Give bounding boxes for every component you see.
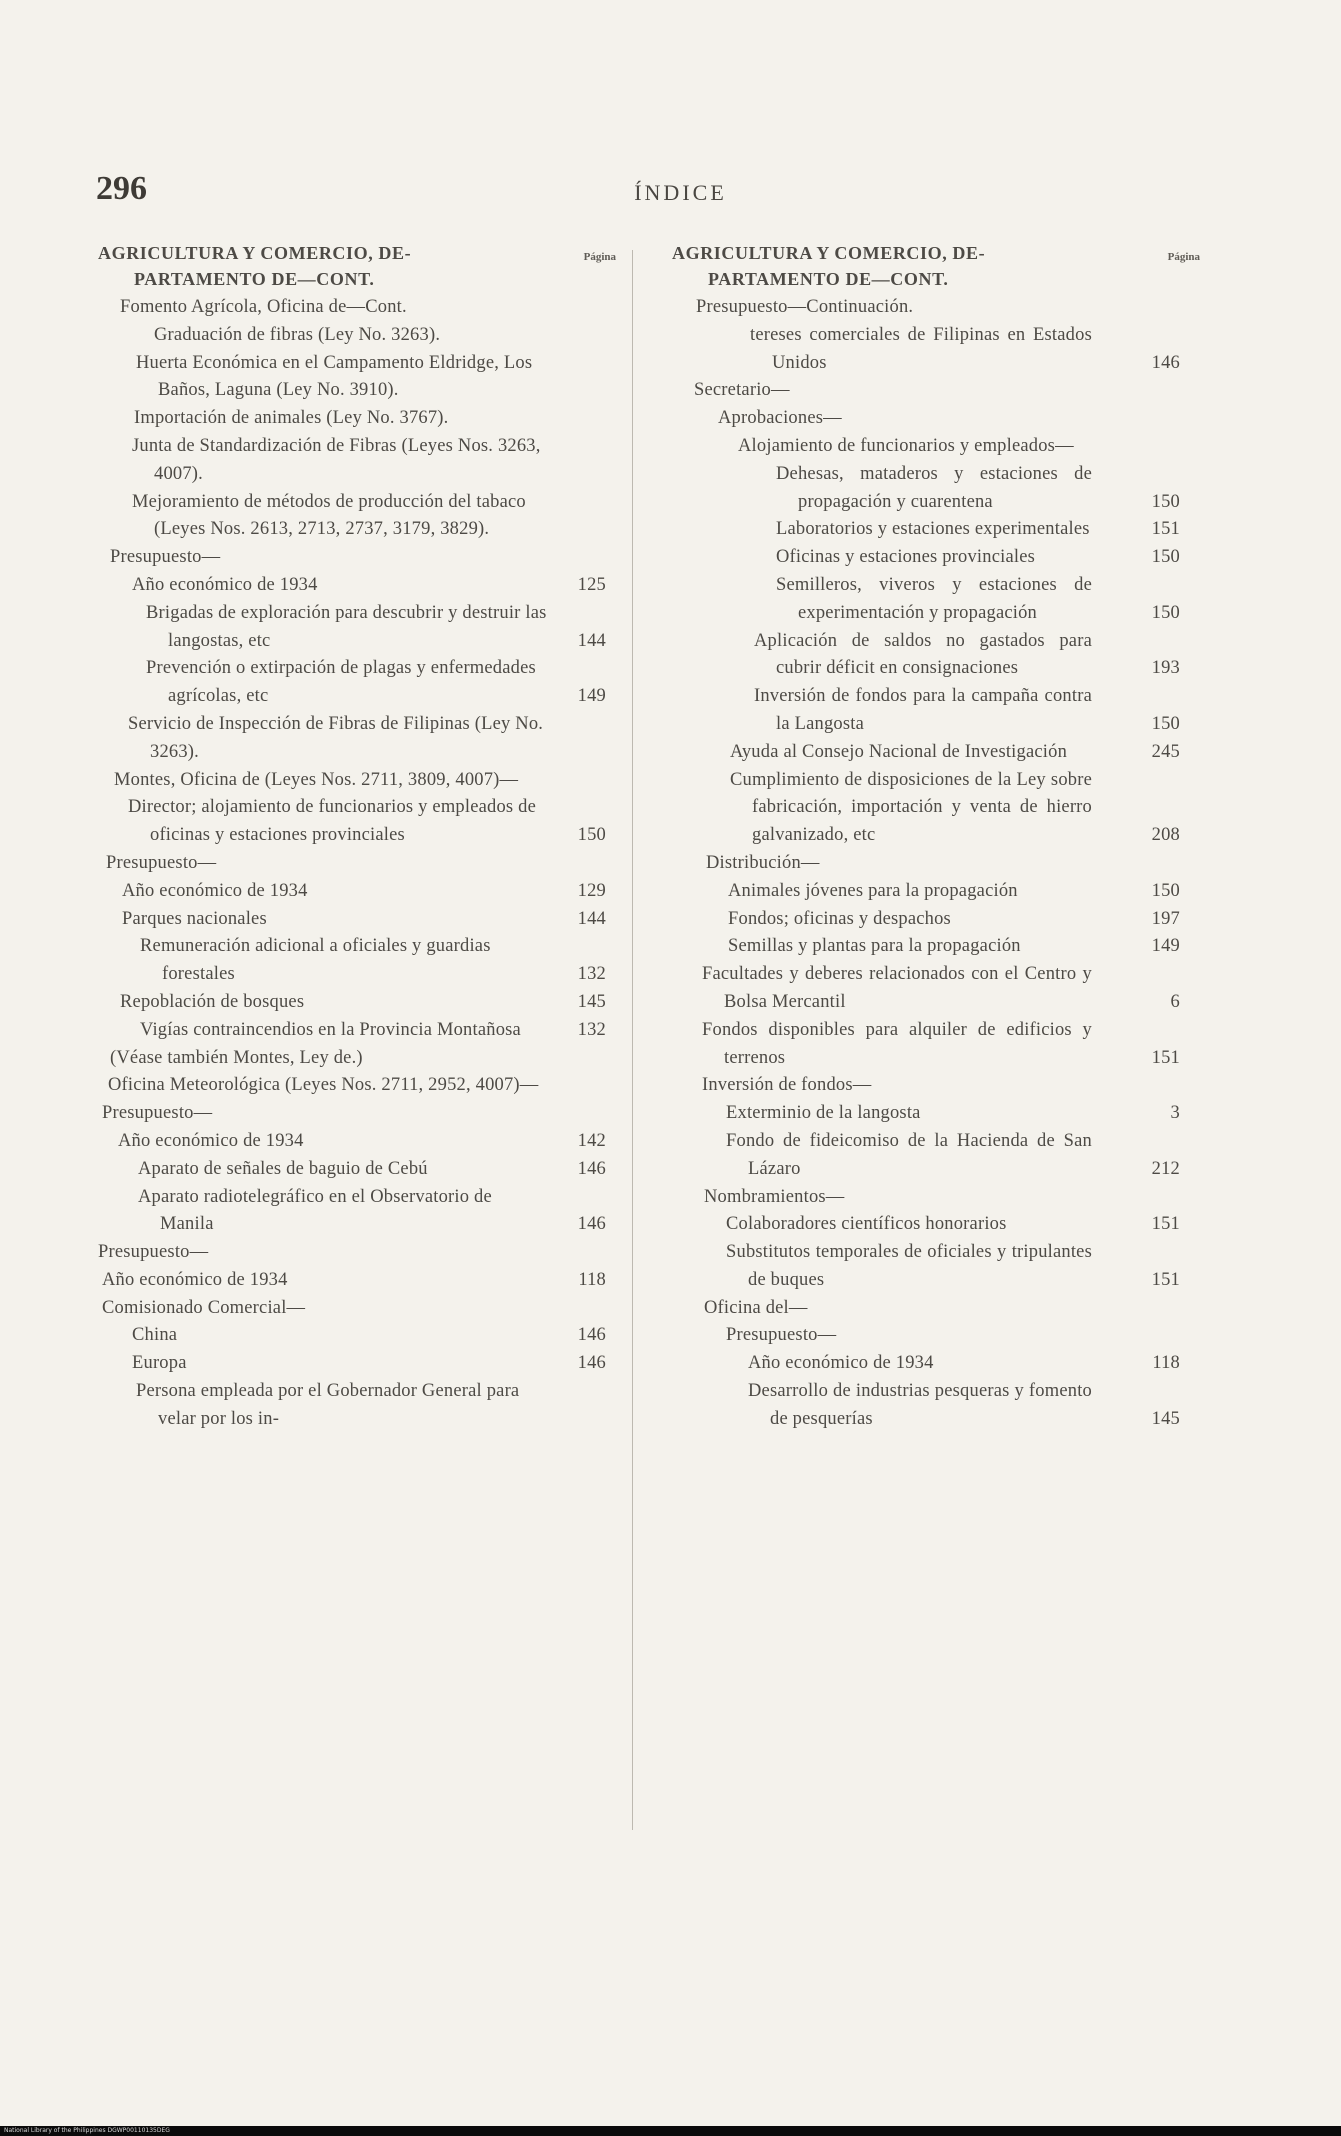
right-index-entry bbox=[672, 767, 1180, 850]
running-head bbox=[0, 180, 1341, 206]
left-entry-text: Persona empleada por el Gobernador General para velar por los in- bbox=[136, 1381, 520, 1429]
right-index-entry bbox=[672, 433, 1172, 461]
left-index-entry bbox=[98, 1045, 628, 1073]
left-entry-text: (Véase también Montes, Ley de.) bbox=[110, 1047, 363, 1068]
scan-credit: National Library of the Philippines DGWP00110135DEG bbox=[4, 2127, 170, 2134]
left-entry-text: Aparato radiotelegráfico en el Observatorio de Manila bbox=[138, 1186, 492, 1235]
left-index-entry bbox=[98, 572, 628, 600]
right-heading-line1: AGRICULTURA Y COMERCIO, DE- bbox=[672, 243, 986, 263]
scan-footer-strip bbox=[0, 2126, 1341, 2136]
right-index-entry bbox=[672, 1295, 1172, 1323]
left-index-entry bbox=[98, 794, 628, 850]
right-entry-page-number: 151 bbox=[1151, 1047, 1180, 1068]
right-entry-text: Fondos; oficinas y despachos bbox=[728, 908, 951, 929]
right-index-entry bbox=[672, 683, 1180, 739]
right-entry-text: Laboratorios y estaciones experimentales bbox=[776, 519, 1090, 540]
left-entry-text: Comisionado Comercial— bbox=[102, 1297, 306, 1318]
right-entry-page-number: 212 bbox=[1151, 1158, 1180, 1179]
left-entry-text: Junta de Standardización de Fibras (Leyes Nos. 3263, 4007). bbox=[132, 435, 541, 484]
left-index-entry bbox=[98, 1322, 628, 1350]
right-entry-page-number: 145 bbox=[1151, 1408, 1180, 1429]
right-entry-text: Presupuesto—Continuación. bbox=[696, 297, 914, 317]
right-entry-page-number: 150 bbox=[1151, 547, 1180, 568]
right-entry-text: Cumplimiento de disposiciones de la Ley sobre fabricación, importación y venta de hierro galvanizado, etc bbox=[730, 769, 1092, 846]
right-entries-list bbox=[672, 294, 1180, 1434]
left-heading-line2: PARTAMENTO DE—CONT. bbox=[134, 269, 375, 289]
left-index-entry bbox=[98, 405, 628, 433]
right-entry-page-number: 150 bbox=[1151, 602, 1180, 623]
left-index-entry bbox=[98, 489, 628, 545]
right-entry-text: Oficinas y estaciones provinciales bbox=[776, 547, 1036, 568]
left-entry-text: Año económico de 1934 bbox=[122, 880, 308, 901]
left-column bbox=[98, 240, 628, 1434]
left-entry-text: Fomento Agrícola, Oficina de—Cont. bbox=[120, 297, 407, 317]
right-entry-page-number: 3 bbox=[1170, 1103, 1180, 1124]
right-index-entry bbox=[672, 628, 1180, 684]
left-entry-text: Graduación de fibras (Ley No. 3263). bbox=[154, 324, 441, 345]
left-entry-text: Presupuesto— bbox=[106, 852, 217, 873]
left-index-entry bbox=[98, 1156, 628, 1184]
left-index-entry bbox=[98, 767, 628, 795]
right-pagina-label: Página bbox=[1167, 251, 1200, 263]
left-entry-page-number: 118 bbox=[578, 1269, 606, 1290]
column-divider bbox=[632, 250, 633, 1830]
left-entry-text: Parques nacionales bbox=[122, 908, 267, 929]
right-index-entry bbox=[672, 405, 1172, 433]
right-index-entry bbox=[672, 1184, 1172, 1212]
right-entry-text: Fondo de fideicomiso de la Hacienda de San Lázaro bbox=[726, 1130, 1092, 1179]
right-entry-text: Aprobaciones— bbox=[718, 408, 842, 429]
left-index-entry bbox=[98, 1017, 628, 1045]
left-column-heading bbox=[98, 240, 628, 292]
right-entry-text: Año económico de 1934 bbox=[748, 1353, 934, 1374]
right-entry-page-number: 149 bbox=[1151, 936, 1180, 957]
right-entry-text: Semillas y plantas para la propagación bbox=[728, 936, 1021, 957]
right-entry-page-number: 118 bbox=[1152, 1353, 1180, 1374]
left-entries-list bbox=[98, 294, 628, 1434]
right-entry-page-number: 6 bbox=[1170, 991, 1180, 1012]
right-entry-text: Substitutos temporales de oficiales y tripulantes de buques bbox=[726, 1242, 1092, 1290]
right-index-entry bbox=[672, 572, 1180, 628]
left-entry-text: Brigadas de exploración para descubrir y destruir las langostas, etc bbox=[146, 602, 547, 651]
right-entry-text: Inversión de fondos para la campaña contra la Langosta bbox=[754, 686, 1092, 734]
right-index-entry bbox=[672, 739, 1180, 767]
left-entry-page-number: 129 bbox=[577, 880, 606, 901]
right-entry-text: Alojamiento de funcionarios y empleados— bbox=[738, 435, 1074, 456]
right-index-entry bbox=[672, 1350, 1180, 1378]
left-entry-page-number: 150 bbox=[577, 825, 606, 846]
right-heading-line2: PARTAMENTO DE—CONT. bbox=[708, 269, 949, 289]
left-index-entry bbox=[98, 1295, 628, 1323]
right-index-entry bbox=[672, 1211, 1180, 1239]
right-index-entry bbox=[672, 377, 1172, 405]
right-entry-page-number: 193 bbox=[1151, 658, 1180, 679]
left-entry-page-number: 144 bbox=[577, 908, 606, 929]
left-entry-text: Presupuesto— bbox=[110, 547, 221, 568]
left-index-entry bbox=[98, 350, 628, 406]
left-entry-text: Año económico de 1934 bbox=[132, 574, 318, 595]
right-index-entry bbox=[672, 294, 1172, 322]
right-entry-text: Colaboradores científicos honorarios bbox=[726, 1214, 1007, 1235]
left-index-entry bbox=[98, 850, 628, 878]
right-column bbox=[672, 240, 1200, 1434]
right-entry-text: Dehesas, mataderos y estaciones de propagación y cuarentena bbox=[776, 463, 1092, 512]
right-entry-page-number: 151 bbox=[1151, 1269, 1180, 1290]
right-entry-text: Oficina del— bbox=[704, 1297, 808, 1318]
right-entry-page-number: 151 bbox=[1151, 519, 1180, 540]
left-entry-text: Vigías contraincendios en la Provincia Montañosa bbox=[140, 1019, 521, 1040]
left-entry-text: Importación de animales (Ley No. 3767). bbox=[134, 408, 449, 429]
right-entry-text: Exterminio de la langosta bbox=[726, 1103, 921, 1124]
right-entry-text: Inversión de fondos— bbox=[702, 1075, 872, 1096]
page-number: 296 bbox=[96, 170, 147, 207]
left-entry-text: Prevención o extirpación de plagas y enfermedades agrícolas, etc bbox=[146, 658, 536, 707]
right-index-entry bbox=[672, 1017, 1180, 1073]
left-index-entry bbox=[98, 711, 628, 767]
right-index-entry bbox=[672, 544, 1180, 572]
right-entry-page-number: 208 bbox=[1151, 825, 1180, 846]
right-index-entry bbox=[672, 1378, 1180, 1434]
right-entry-text: Secretario— bbox=[694, 380, 790, 401]
left-entry-page-number: 142 bbox=[577, 1130, 606, 1151]
left-entry-page-number: 146 bbox=[577, 1325, 606, 1346]
right-index-entry bbox=[672, 1239, 1180, 1295]
right-entry-text: Ayuda al Consejo Nacional de Investigación bbox=[730, 741, 1068, 762]
right-index-entry bbox=[672, 461, 1180, 517]
left-index-entry bbox=[98, 1267, 628, 1295]
left-index-entry bbox=[98, 322, 628, 350]
left-entry-text: Director; alojamiento de funcionarios y empleados de oficinas y estaciones provinciales bbox=[128, 797, 537, 846]
left-index-entry bbox=[98, 294, 628, 322]
left-entry-text: Servicio de Inspección de Fibras de Filipinas (Ley No. 3263). bbox=[128, 713, 544, 762]
left-heading-line1: AGRICULTURA Y COMERCIO, DE- bbox=[98, 243, 412, 263]
right-entry-text: Presupuesto— bbox=[726, 1325, 837, 1346]
right-index-entry bbox=[672, 1100, 1180, 1128]
right-column-heading bbox=[672, 240, 1200, 292]
right-entry-page-number: 150 bbox=[1151, 713, 1180, 734]
left-index-entry bbox=[98, 1128, 628, 1156]
left-entry-text: Remuneración adicional a oficiales y guardias forestales bbox=[140, 936, 491, 985]
left-entry-page-number: 132 bbox=[577, 1019, 606, 1040]
left-entry-page-number: 146 bbox=[577, 1158, 606, 1179]
right-index-entry bbox=[672, 906, 1180, 934]
left-index-entry bbox=[98, 933, 628, 989]
left-entry-text: Repoblación de bosques bbox=[120, 991, 305, 1012]
left-entry-text: China bbox=[132, 1325, 178, 1346]
left-entry-text: Montes, Oficina de (Leyes Nos. 2711, 3809, 4007)— bbox=[114, 769, 519, 790]
right-entry-text: Facultades y deberes relacionados con el Centro y Bolsa Mercantil bbox=[702, 964, 1092, 1012]
left-entry-page-number: 146 bbox=[577, 1214, 606, 1235]
left-index-entry bbox=[98, 878, 628, 906]
left-entry-text: Presupuesto— bbox=[98, 1242, 209, 1263]
left-entry-page-number: 149 bbox=[577, 686, 606, 707]
left-index-entry bbox=[98, 989, 628, 1017]
right-index-entry bbox=[672, 1072, 1172, 1100]
right-entry-page-number: 150 bbox=[1151, 491, 1180, 512]
left-entry-text: Aparato de señales de baguio de Cebú bbox=[138, 1158, 428, 1179]
left-entry-text: Año económico de 1934 bbox=[102, 1269, 288, 1290]
left-index-entry bbox=[98, 1239, 628, 1267]
left-entry-text: Año económico de 1934 bbox=[118, 1130, 304, 1151]
right-entry-text: Desarrollo de industrias pesqueras y fomento de pesquerías bbox=[748, 1381, 1092, 1429]
right-entry-text: tereses comerciales de Filipinas en Estados Unidos bbox=[750, 324, 1092, 373]
page-title: ÍNDICE bbox=[634, 180, 727, 205]
right-index-entry bbox=[672, 516, 1180, 544]
right-entry-text: Animales jóvenes para la propagación bbox=[728, 880, 1018, 901]
left-pagina-label: Página bbox=[583, 251, 616, 263]
right-index-entry bbox=[672, 1322, 1172, 1350]
left-index-entry bbox=[98, 1378, 628, 1434]
left-entry-page-number: 125 bbox=[577, 574, 606, 595]
left-entry-text: Huerta Económica en el Campamento Eldridge, Los Baños, Laguna (Ley No. 3910). bbox=[136, 352, 533, 401]
right-entry-text: Distribución— bbox=[706, 852, 820, 873]
right-entry-text: Semilleros, viveros y estaciones de experimentación y propagación bbox=[776, 574, 1092, 623]
left-index-entry bbox=[98, 1100, 628, 1128]
right-entry-page-number: 151 bbox=[1151, 1214, 1180, 1235]
left-entry-page-number: 144 bbox=[577, 630, 606, 651]
right-index-entry bbox=[672, 850, 1172, 878]
right-entry-page-number: 150 bbox=[1151, 880, 1180, 901]
right-entry-page-number: 245 bbox=[1151, 741, 1180, 762]
left-entry-text: Europa bbox=[132, 1353, 187, 1374]
left-entry-text: Oficina Meteorológica (Leyes Nos. 2711, 2952, 4007)— bbox=[108, 1075, 539, 1096]
right-entry-text: Fondos disponibles para alquiler de edificios y terrenos bbox=[702, 1019, 1092, 1068]
right-entry-text: Aplicación de saldos no gastados para cubrir déficit en consignaciones bbox=[754, 630, 1092, 679]
right-entry-page-number: 197 bbox=[1151, 908, 1180, 929]
right-index-entry bbox=[672, 878, 1180, 906]
left-index-entry bbox=[98, 1184, 628, 1240]
right-entry-page-number: 146 bbox=[1151, 352, 1180, 373]
left-index-entry bbox=[98, 600, 628, 656]
left-index-entry bbox=[98, 1072, 628, 1100]
left-index-entry bbox=[98, 544, 628, 572]
right-index-entry bbox=[672, 1128, 1180, 1184]
left-index-entry bbox=[98, 1350, 628, 1378]
left-entry-text: Presupuesto— bbox=[102, 1103, 213, 1124]
left-entry-page-number: 146 bbox=[577, 1353, 606, 1374]
right-index-entry bbox=[672, 961, 1180, 1017]
left-index-entry bbox=[98, 433, 628, 489]
left-index-entry bbox=[98, 906, 628, 934]
left-index-entry bbox=[98, 655, 628, 711]
left-entry-page-number: 132 bbox=[577, 964, 606, 985]
right-index-entry bbox=[672, 933, 1180, 961]
left-entry-page-number: 145 bbox=[577, 991, 606, 1012]
right-entry-text: Nombramientos— bbox=[704, 1186, 845, 1207]
left-entry-text: Mejoramiento de métodos de producción del tabaco (Leyes Nos. 2613, 2713, 2737, 3179, 3829). bbox=[132, 491, 526, 540]
right-index-entry bbox=[672, 322, 1180, 378]
